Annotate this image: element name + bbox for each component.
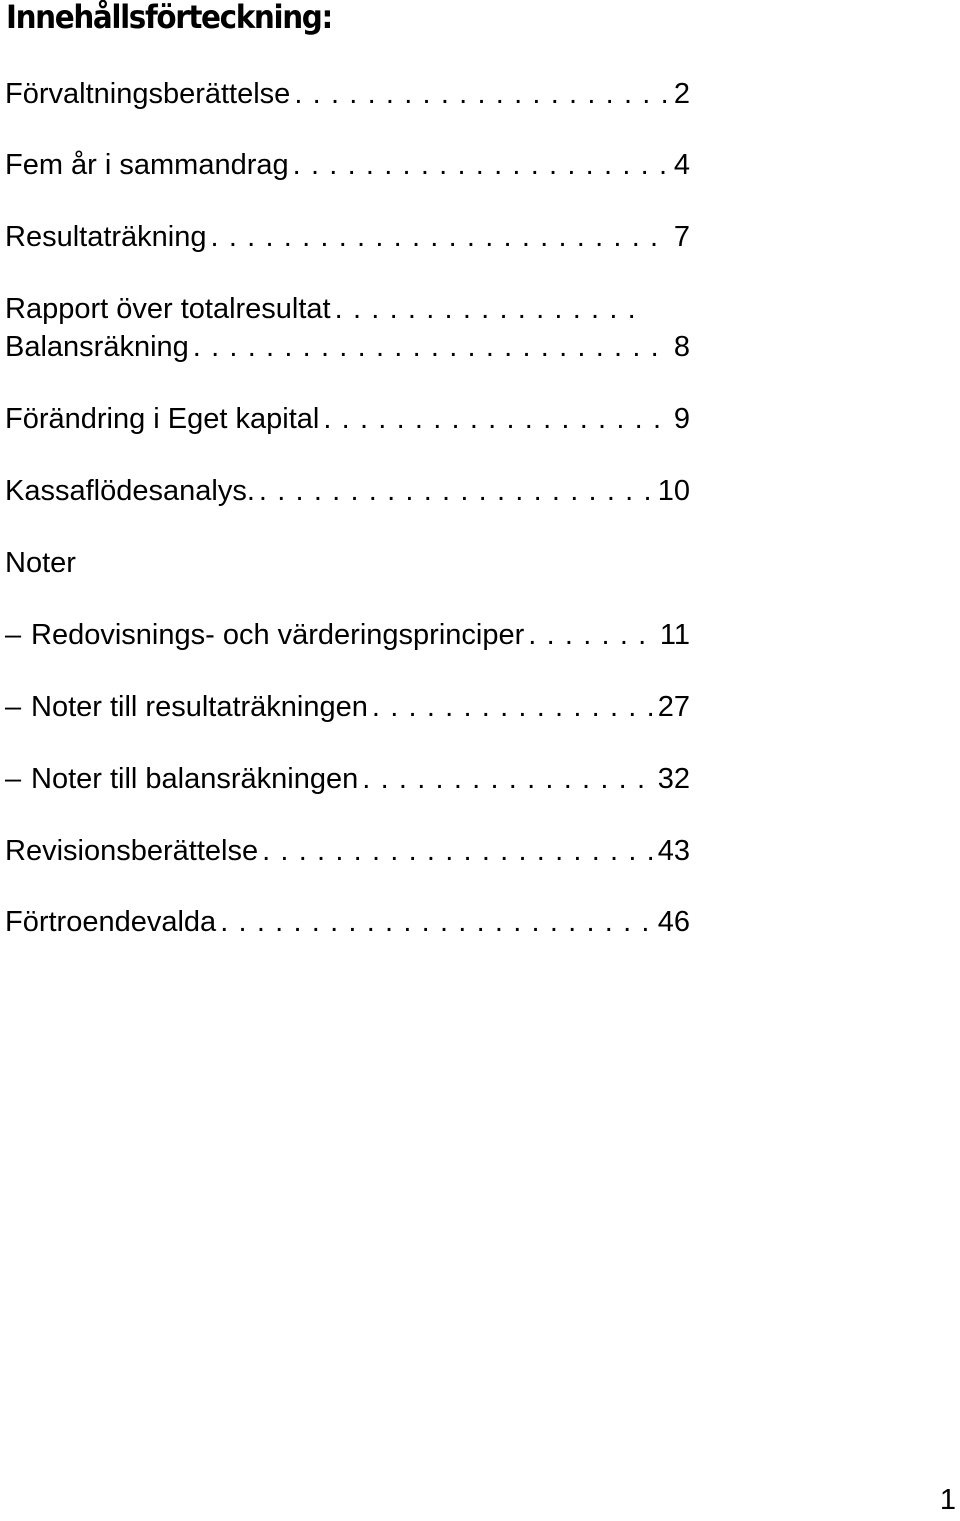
dot-leader (211, 221, 668, 254)
dash-prefix: – (5, 618, 22, 651)
toc-entry[interactable] (5, 761, 690, 797)
toc-page: 8 (673, 330, 690, 363)
toc-page: 32 (657, 762, 690, 795)
toc-label: Redovisnings- och värderingsprinciper (31, 618, 525, 651)
toc-page: 7 (673, 220, 690, 253)
dot-leader (362, 763, 651, 796)
toc-page: 43 (657, 834, 690, 867)
toc-entry[interactable] (5, 147, 690, 183)
toc-page: 10 (657, 474, 690, 507)
dash-prefix: – (5, 762, 22, 795)
toc-label: Noter till resultaträkningen (31, 690, 368, 723)
toc-label: Noter till balansräkningen (31, 762, 359, 795)
toc-label: Balansräkning (5, 330, 189, 363)
toc-label: Förvaltningsberättelse (5, 77, 291, 110)
toc-label: Resultaträkning (5, 220, 207, 253)
dot-leader (220, 906, 652, 939)
toc-label: Kassaflödesanalys. (5, 474, 255, 507)
dot-leader (335, 293, 640, 326)
dot-leader (259, 475, 652, 508)
toc-page: 9 (673, 402, 690, 435)
page-number: 1 (939, 1484, 956, 1516)
dot-leader (293, 149, 668, 182)
toc-label: Fem år i sammandrag (5, 148, 289, 181)
toc-page: 11 (659, 618, 690, 651)
toc-label: Rapport över totalresultat (5, 292, 331, 325)
toc-entry[interactable] (5, 401, 690, 437)
toc-entry[interactable] (5, 219, 690, 255)
toc-entry[interactable] (5, 329, 690, 365)
dot-leader (372, 691, 652, 724)
toc-page: 2 (673, 77, 690, 110)
toc-label: Förändring i Eget kapital (5, 402, 320, 435)
toc-entry[interactable] (5, 833, 690, 869)
toc-label: Förtroendevalda (5, 905, 217, 938)
dot-leader (323, 403, 668, 436)
toc-entry[interactable] (5, 291, 690, 327)
dot-leader (294, 78, 668, 111)
toc-page: 27 (657, 690, 690, 723)
toc-label: Revisionsberättelse (5, 834, 259, 867)
toc-entry[interactable] (5, 904, 690, 940)
toc-entry[interactable] (5, 617, 690, 653)
toc-entry[interactable] (5, 76, 690, 112)
toc-entry[interactable] (5, 689, 690, 725)
toc-section-heading (5, 545, 690, 581)
toc-entry[interactable] (5, 473, 690, 509)
dot-leader (193, 331, 668, 364)
dot-leader (262, 835, 652, 868)
dot-leader (528, 619, 654, 652)
toc-page: 4 (673, 148, 690, 181)
toc-page: 46 (657, 905, 690, 938)
toc-label: Noter (5, 546, 76, 579)
page-title: Innehållsförteckning: (6, 0, 332, 36)
dash-prefix: – (5, 690, 22, 723)
